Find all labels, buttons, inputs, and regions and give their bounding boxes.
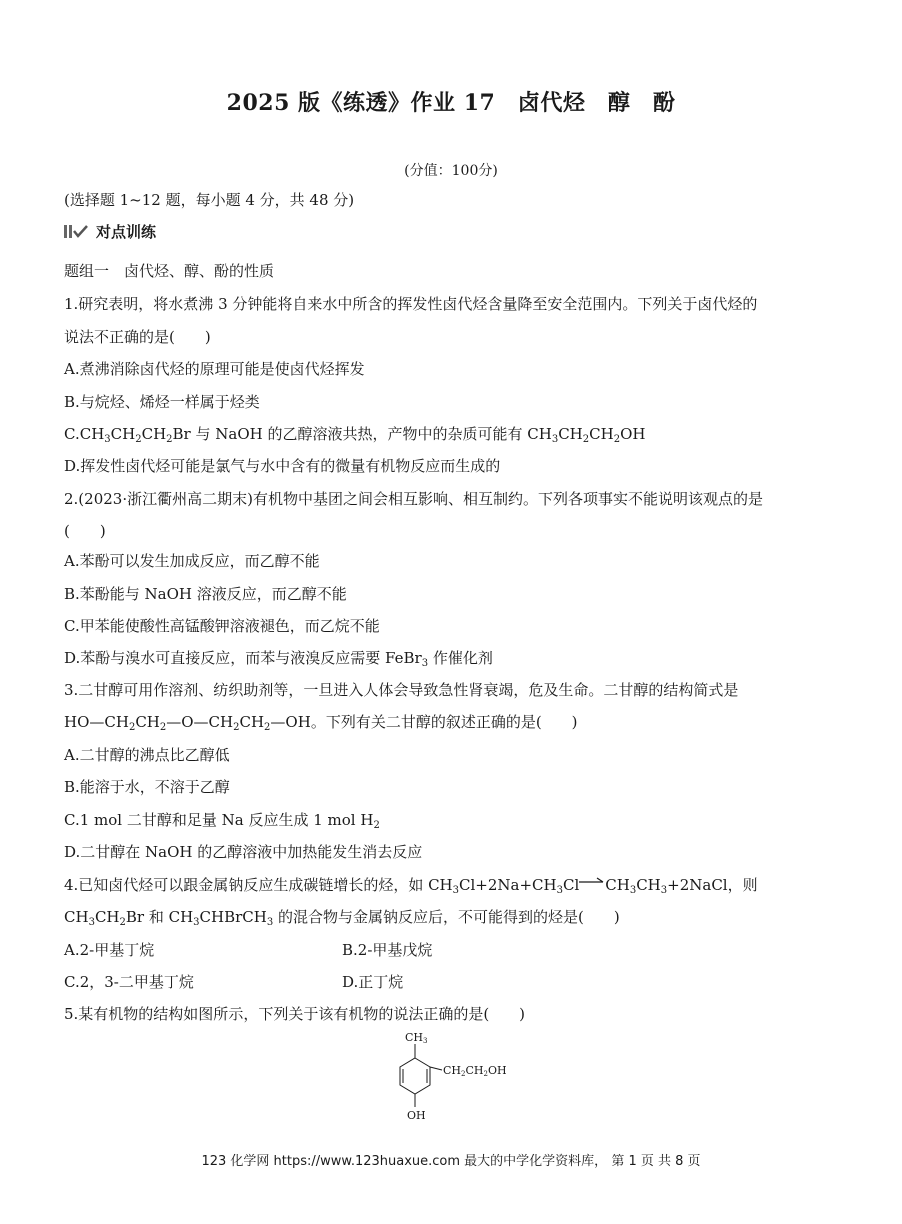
svg-text:CH3: CH3 xyxy=(405,1031,428,1045)
q4-option-d: D.正丁烷 xyxy=(342,973,404,991)
page-footer: 123 化学网 https://www.123huaxue.com 最大的中学化学资料库， 第 1 页 共 8 页 xyxy=(201,1154,701,1169)
structure-figure xyxy=(380,1030,530,1125)
q2-stem-line2: ( ) xyxy=(64,522,106,540)
q1-option-a: A.煮沸消除卤代烃的原理可能是使卤代烃挥发 xyxy=(64,360,365,378)
q3-stem-line2: $HO—CH_2CH_2—O—CH_2CH_2—OH$。下列有关二甘醇的叙述正确的是( ) xyxy=(64,713,578,733)
q3-option-c: C.1 mol 二甘醇和足量 Na 反应生成 1 mol $H_2$ xyxy=(64,811,380,831)
svg-text:OH: OH xyxy=(407,1109,426,1122)
q2-option-b: B.苯酚能与 NaOH 溶液反应，而乙醇不能 xyxy=(64,585,347,603)
q3-option-d: D.二甘醇在 NaOH 的乙醇溶液中加热能发生消去反应 xyxy=(64,843,423,861)
arrow-icon xyxy=(579,877,605,887)
page-title: 2025 版《练透》作业 17 卤代烃 醇 酚 xyxy=(226,90,676,116)
q1-option-c: $C.CH_3CH_2CH_2Br$ 与 NaOH 的乙醇溶液共热，产物中的杂质可能有 $CH_3CH_2CH_2OH$ xyxy=(64,425,646,445)
svg-text:CH2CH2OH: CH2CH2OH xyxy=(443,1064,507,1078)
section-label: 对点训练 xyxy=(96,223,157,241)
q1-option-d: D.挥发性卤代烃可能是氯气与水中含有的微量有机物反应而生成的 xyxy=(64,457,501,475)
q4-option-a: A.2-甲基丁烷 xyxy=(64,941,155,959)
checklist-icon xyxy=(64,224,88,239)
q3-option-a: A.二甘醇的沸点比乙醇低 xyxy=(64,746,230,764)
q1-option-b: B.与烷烃、烯烃一样属于烃类 xyxy=(64,393,260,411)
q2-stem-line1: 2.(2023·浙江衢州高二期末)有机物中基团之间会相互影响、相互制约。下列各项事实不能说明该观点的是 xyxy=(64,490,763,508)
q1-stem-line1: 1.研究表明，将水煮沸 3 分钟能将自来水中所含的挥发性卤代烃含量降至安全范围内。下列关于卤代烃的 xyxy=(64,295,758,313)
q5-stem: 5.某有机物的结构如图所示，下列关于该有机物的说法正确的是( ) xyxy=(64,1005,526,1023)
group-heading: 题组一 卤代烃、醇、酚的性质 xyxy=(64,262,275,280)
q1-stem-line2: 说法不正确的是( ) xyxy=(64,328,211,346)
instructions: (选择题 1~12 题，每小题 4 分，共 48 分) xyxy=(64,191,355,209)
q2-option-c: C.甲苯能使酸性高锰酸钾溶液褪色，而乙烷不能 xyxy=(64,617,380,635)
q3-option-b: B.能溶于水，不溶于乙醇 xyxy=(64,778,230,796)
q3-stem-line1: 3.二甘醇可用作溶剂、纺织助剂等，一旦进入人体会导致急性肾衰竭，危及生命。二甘醇的结构简式是 xyxy=(64,681,739,699)
q4-option-b: B.2-甲基戊烷 xyxy=(342,941,433,959)
q2-option-d: D.苯酚与溴水可直接反应，而苯与液溴反应需要 FeBr$_3$ 作催化剂 xyxy=(64,649,493,669)
section-heading xyxy=(64,221,156,242)
q4-stem-line1: 4.已知卤代烃可以跟金属钠反应生成碳链增长的烃，如 $CH_3Cl+2Na+CH_3Cl$ $CH_3CH_3+2NaCl$，则 xyxy=(64,876,758,896)
q2-option-a: A.苯酚可以发生加成反应，而乙醇不能 xyxy=(64,552,320,570)
score-note: (分值：100分) xyxy=(404,163,498,179)
q4-option-c: C.2，3-二甲基丁烷 xyxy=(64,973,194,991)
q4-stem-line2: $CH_3CH_2Br$ 和 $CH_3CHBrCH_3$ 的混合物与金属钠反应后，不可能得到的烃是( ) xyxy=(64,908,620,928)
